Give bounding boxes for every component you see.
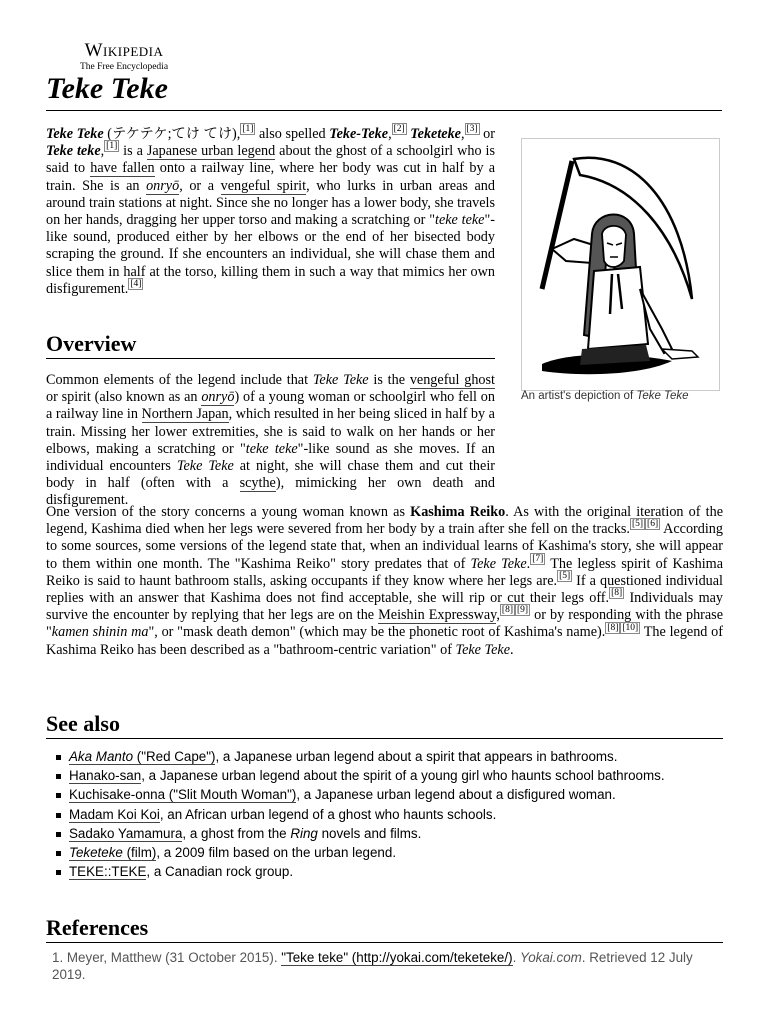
kana-spelling: (テケテケ;てけ てけ),: [107, 126, 241, 142]
link-have-fallen[interactable]: have fallen: [90, 160, 155, 177]
link-teketeke-film[interactable]: Teketeke: [69, 845, 123, 861]
term-kashima-reiko: Kashima Reiko: [410, 504, 506, 520]
alt-spelling-1: Teke-Teke: [329, 126, 389, 142]
list-item: TEKE::TEKE, a Canadian rock group.: [56, 864, 709, 880]
citation-5[interactable]: [4]: [130, 279, 142, 290]
link-kuchisake-onna[interactable]: Kuchisake-onna ("Slit Mouth Woman"): [69, 787, 297, 803]
reference-item: 1. Meyer, Matthew (31 October 2015). "Teke teke" (http://yokai.com/teketeke/). Yokai.com. Retrieved 12 July 2019.: [52, 950, 693, 982]
citation-8b[interactable]: [8]: [501, 605, 513, 616]
alt-spelling-2: Teketeke: [410, 126, 461, 142]
citation-10[interactable]: [10]: [622, 622, 639, 633]
citation-4[interactable]: [1]: [106, 141, 118, 152]
link-hanako-san[interactable]: Hanako-san: [69, 768, 142, 784]
heading-overview: Overview: [46, 331, 137, 356]
citation-8[interactable]: [8]: [611, 588, 623, 599]
citation-6[interactable]: [6]: [647, 519, 659, 530]
page-title: Teke Teke: [46, 72, 168, 105]
link-aka-manto[interactable]: Aka Manto: [69, 749, 134, 764]
list-item: Aka Manto ("Red Cape"), a Japanese urban legend about a spirit that appears in bathrooms.: [56, 749, 709, 765]
list-item: Sadako Yamamura, a ghost from the Ring novels and films.: [56, 826, 709, 842]
term-teke-teke: Teke Teke: [46, 126, 104, 142]
see-also-list: [56, 749, 709, 883]
link-teke-teke-band[interactable]: TEKE::TEKE: [69, 864, 147, 880]
illustration-drawing: [522, 139, 719, 390]
alt-spelling-3: Teke teke: [46, 143, 101, 160]
logo-wordmark: Wikipedia: [84, 40, 164, 61]
reference-link-yokai[interactable]: "Teke teke" (http://yokai.com/teketeke/): [281, 950, 513, 965]
link-scythe[interactable]: scythe: [239, 475, 276, 492]
citation-2[interactable]: [2]: [393, 124, 405, 135]
citation-7[interactable]: [7]: [532, 553, 544, 564]
citation-5b[interactable]: [5]: [631, 519, 644, 530]
logo-tagline: The Free Encyclopedia: [79, 62, 169, 72]
citation-1[interactable]: [1]: [242, 124, 254, 135]
intro-paragraph: Teke Teke (テケテケ;てけ てけ), [1] also spelled Teke-Teke, [2] Teketeke, [3] or Teke teke, [1] is a Japanese urban legend about the ghost of a schoolgirl who is said to have fallen onto a railway line, where her body was cut in half by a train. She is an onryō, or a vengeful spirit, who lurks in urban areas and around train stations at night. Since she no longer has a lower body, she travels on her hands, dragging her upper torso and making a scratching or "teke teke"-like sound, produced either by her elbows or the end of her bisected body scraping the ground. If she encounters an individual, she will chase them and slice them in half at the torso, killing them in such a way that mimics her own disfigurement. [4]: [46, 124, 496, 297]
title-divider: [46, 110, 722, 111]
link-northern-japan[interactable]: Northern Japan: [141, 406, 229, 423]
link-japanese-urban-legend[interactable]: Japanese urban legend: [146, 143, 276, 160]
wikipedia-logo[interactable]: [64, 40, 184, 73]
references-divider: [46, 942, 723, 943]
link-meishin-expressway[interactable]: Meishin Expressway: [378, 607, 497, 624]
references-list: [52, 949, 722, 983]
list-item: Madam Koi Koi, an African urban legend of a ghost who haunts schools.: [56, 807, 709, 823]
citation-8c[interactable]: [8]: [607, 622, 619, 633]
citation-9[interactable]: [9]: [516, 605, 529, 616]
link-vengeful-spirit[interactable]: vengeful spirit: [220, 177, 307, 194]
see-also-divider: [46, 738, 723, 739]
illustration-caption: An artist's depiction of Teke Teke: [521, 390, 689, 402]
link-onryo[interactable]: onryō: [146, 177, 180, 194]
list-item: Hanako-san, a Japanese urban legend about the spirit of a young girl who haunts school bathrooms.: [56, 768, 709, 784]
link-onryo-2[interactable]: onryō: [201, 389, 235, 406]
citation-5c[interactable]: [5]: [559, 571, 571, 582]
link-sadako-yamamura[interactable]: Sadako Yamamura: [69, 825, 183, 841]
overview-paragraph-1: Common elements of the legend include that Teke Teke is the vengeful ghost or spirit (also known as an onryō) of a young woman or schoolgirl who fell on a railway line in Northern Japan, which resulted in her being sliced in half by a train. Missing her lower extremities, she is said to walk on her hands or her elbows, making a scratching or "teke teke"-like sound as she moves. If an individual encounters Teke Teke at night, she will chase them and cut their body in half (often with a scythe), mimicking her own death and disfigurement.: [46, 372, 495, 509]
teke-teke-illustration[interactable]: [521, 138, 720, 391]
list-item: Teketeke (film), a 2009 film based on the urban legend.: [56, 845, 709, 861]
link-vengeful-ghost[interactable]: vengeful ghost: [409, 372, 495, 388]
list-item: Kuchisake-onna ("Slit Mouth Woman"), a Japanese urban legend about a disfigured woman.: [56, 787, 709, 803]
overview-divider: [46, 358, 495, 359]
citation-3[interactable]: [3]: [466, 124, 478, 135]
heading-see-also: See also: [46, 711, 120, 736]
link-madam-koi-koi[interactable]: Madam Koi Koi: [69, 806, 160, 822]
overview-paragraph-2: One version of the story concerns a young woman known as Kashima Reiko. As with the original iteration of the legend, Kashima died when her legs were severed from her body by a train after she fell on the tracks. [5] [6] According to some sources, some versions of the legend state that, when an individual learns of Kashima's story, she will appear to them within one month. The "Kashima Reiko" story predates that of Teke Teke. [7] The legless spirit of Kashima Reiko is said to haunt bathroom stalls, asking occupants if they know where her legs are. [5] If a questioned individual replies with an answer that Kashima does not find acceptable, she will rip or cut their legs off. [8] Individuals may survive the encounter by replying that her legs are on the Meishin Expressway, [8] [9] or by responding with the phrase "kamen shinin ma", or "mask death demon" (which may be the phonetic root of Kashima's name). [8] [10] The legend of Kashima Reiko has been described as a "bathroom-centric variation" of Teke Teke.: [46, 504, 724, 658]
heading-references: References: [46, 915, 149, 940]
